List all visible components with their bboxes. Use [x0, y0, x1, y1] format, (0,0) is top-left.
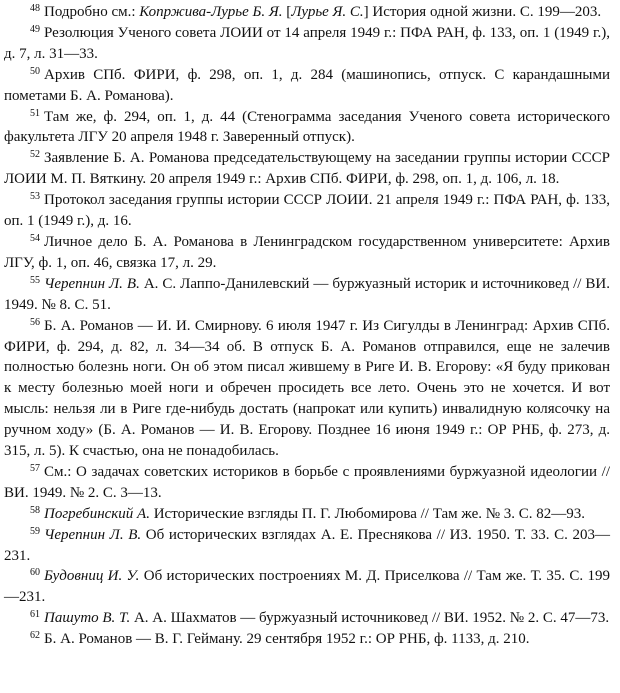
footnote-number: 60	[30, 567, 40, 579]
footnote-text: А. С. Лаппо-Данилевский — буржуазный историк и источниковед // ВИ. 1949. № 8. С. 51.	[4, 275, 610, 313]
footnote-number: 49	[30, 23, 40, 35]
footnote-text: См.: О задачах советских историков в борьбе с проявлениями буржуазной идеологии // ВИ. 1949. № 2. С. 3—13.	[4, 463, 610, 501]
footnote-number: 55	[30, 274, 40, 286]
footnote-number: 53	[30, 191, 40, 203]
author-name: Погребинский А.	[44, 505, 150, 522]
footnote-49	[4, 23, 610, 65]
footnote-number: 52	[30, 149, 40, 161]
footnote-text: Об исторических взглядах А. Е. Преснякова // ИЗ. 1950. Т. 33. С. 203—231.	[4, 526, 610, 564]
footnote-list	[4, 2, 610, 650]
footnote-text: Резолюция Ученого совета ЛОИИ от 14 апреля 1949 г.: ПФА РАН, ф. 133, оп. 1 (1949 г.), д. 7, л. 31—33.	[4, 24, 610, 62]
author-name: Черепнин Л. В.	[44, 526, 142, 543]
footnote-59	[4, 525, 610, 567]
footnote-text: Там же, ф. 294, оп. 1, д. 44 (Стенограмма заседания Ученого совета исторического факультета ЛГУ 20 апреля 1948 г. Заверенный отпуск).	[4, 108, 610, 146]
footnote-text: Заявление Б. А. Романова председательствующему на заседании группы истории СССР ЛОИИ М. П. Вяткину. 20 апреля 1949 г.: Архив СПб. ФИРИ, ф. 298, оп. 1, д. 106, л. 18.	[4, 150, 610, 188]
footnote-53	[4, 190, 610, 232]
footnote-text: Об исторических построениях М. Д. Приселкова // Там же. Т. 35. С. 199—231.	[4, 568, 610, 606]
footnote-number: 58	[30, 504, 40, 516]
footnote-number: 48	[30, 3, 40, 14]
footnote-text: Б. А. Романов — В. Г. Гейману. 29 сентября 1952 г.: ОР РНБ, ф. 1133, д. 210.	[44, 631, 530, 648]
footnote-48	[4, 2, 610, 23]
footnote-number: 56	[30, 316, 40, 328]
footnote-text: А. А. Шахматов — буржуазный источниковед // ВИ. 1952. № 2. С. 47—73.	[130, 610, 610, 627]
footnote-text: Архив СПб. ФИРИ, ф. 298, оп. 1, д. 284 (машинопись, отпуск. С карандашными пометами Б. А. Романова).	[4, 66, 610, 104]
author-name: Будовниц И. У.	[44, 568, 140, 585]
footnote-58	[4, 504, 610, 525]
footnote-number: 57	[30, 462, 40, 474]
footnote-number: 50	[30, 65, 40, 77]
footnote-number: 62	[30, 630, 40, 642]
footnote-60	[4, 566, 610, 608]
footnote-text: Личное дело Б. А. Романова в Ленинградском государственном университете: Архив ЛГУ, ф. 1, оп. 46, связка 17, л. 29.	[4, 233, 610, 271]
footnote-number: 51	[30, 107, 40, 119]
footnote-52	[4, 148, 610, 190]
author-name: Пашуто В. Т.	[44, 610, 131, 627]
footnote-number: 59	[30, 525, 40, 537]
author-name: Лурье Я. С.	[291, 4, 364, 20]
footnote-text: [	[282, 4, 292, 20]
footnote-text: Протокол заседания группы истории СССР ЛОИИ. 21 апреля 1949 г.: ПФА РАН, ф. 133, оп. 1 (1949 г.), д. 16.	[4, 192, 610, 230]
footnote-50	[4, 65, 610, 107]
author-name: Копржива-Лурье Б. Я.	[139, 4, 283, 20]
footnote-text: Исторические взгляды П. Г. Любомирова // Там же. № 3. С. 82—93.	[149, 505, 586, 522]
footnote-56	[4, 316, 610, 462]
footnote-number: 54	[30, 232, 40, 244]
footnote-51	[4, 107, 610, 149]
footnote-text: ] История одной жизни. С. 199—203.	[363, 4, 602, 20]
footnote-62	[4, 629, 610, 650]
footnote-57	[4, 462, 610, 504]
footnote-55	[4, 274, 610, 316]
footnote-text: Б. А. Романов — И. И. Смирнову. 6 июля 1947 г. Из Сигулды в Ленинград: Архив СПб. ФИРИ, ф. 294, д. 82, л. 34—34 об. В отпуск Б. А. Романов отправился, еще не залечив полностью болезнь ноги. Он об этом писал жившему в Риге И. В. Егорову: «Я буду прикован к месту болезнью моей ноги и обречен просидеть все лето. Очень это не хочется. И вот мысль: нельзя ли в Риге где-нибудь достать (напрокат или купить) инвалидную колясочку на ручном ходу» (Б. А. Романов — И. В. Егорову. Позднее 16 июня 1949 г.: ОР РНБ, ф. 273, д. 315, л. 5). К счастью, она не понадобилась.	[4, 317, 610, 460]
author-name: Черепнин Л. В.	[44, 275, 140, 292]
footnote-61	[4, 608, 610, 629]
footnote-number: 61	[30, 609, 40, 621]
footnote-text: Подробно см.:	[44, 4, 140, 20]
footnote-54	[4, 232, 610, 274]
